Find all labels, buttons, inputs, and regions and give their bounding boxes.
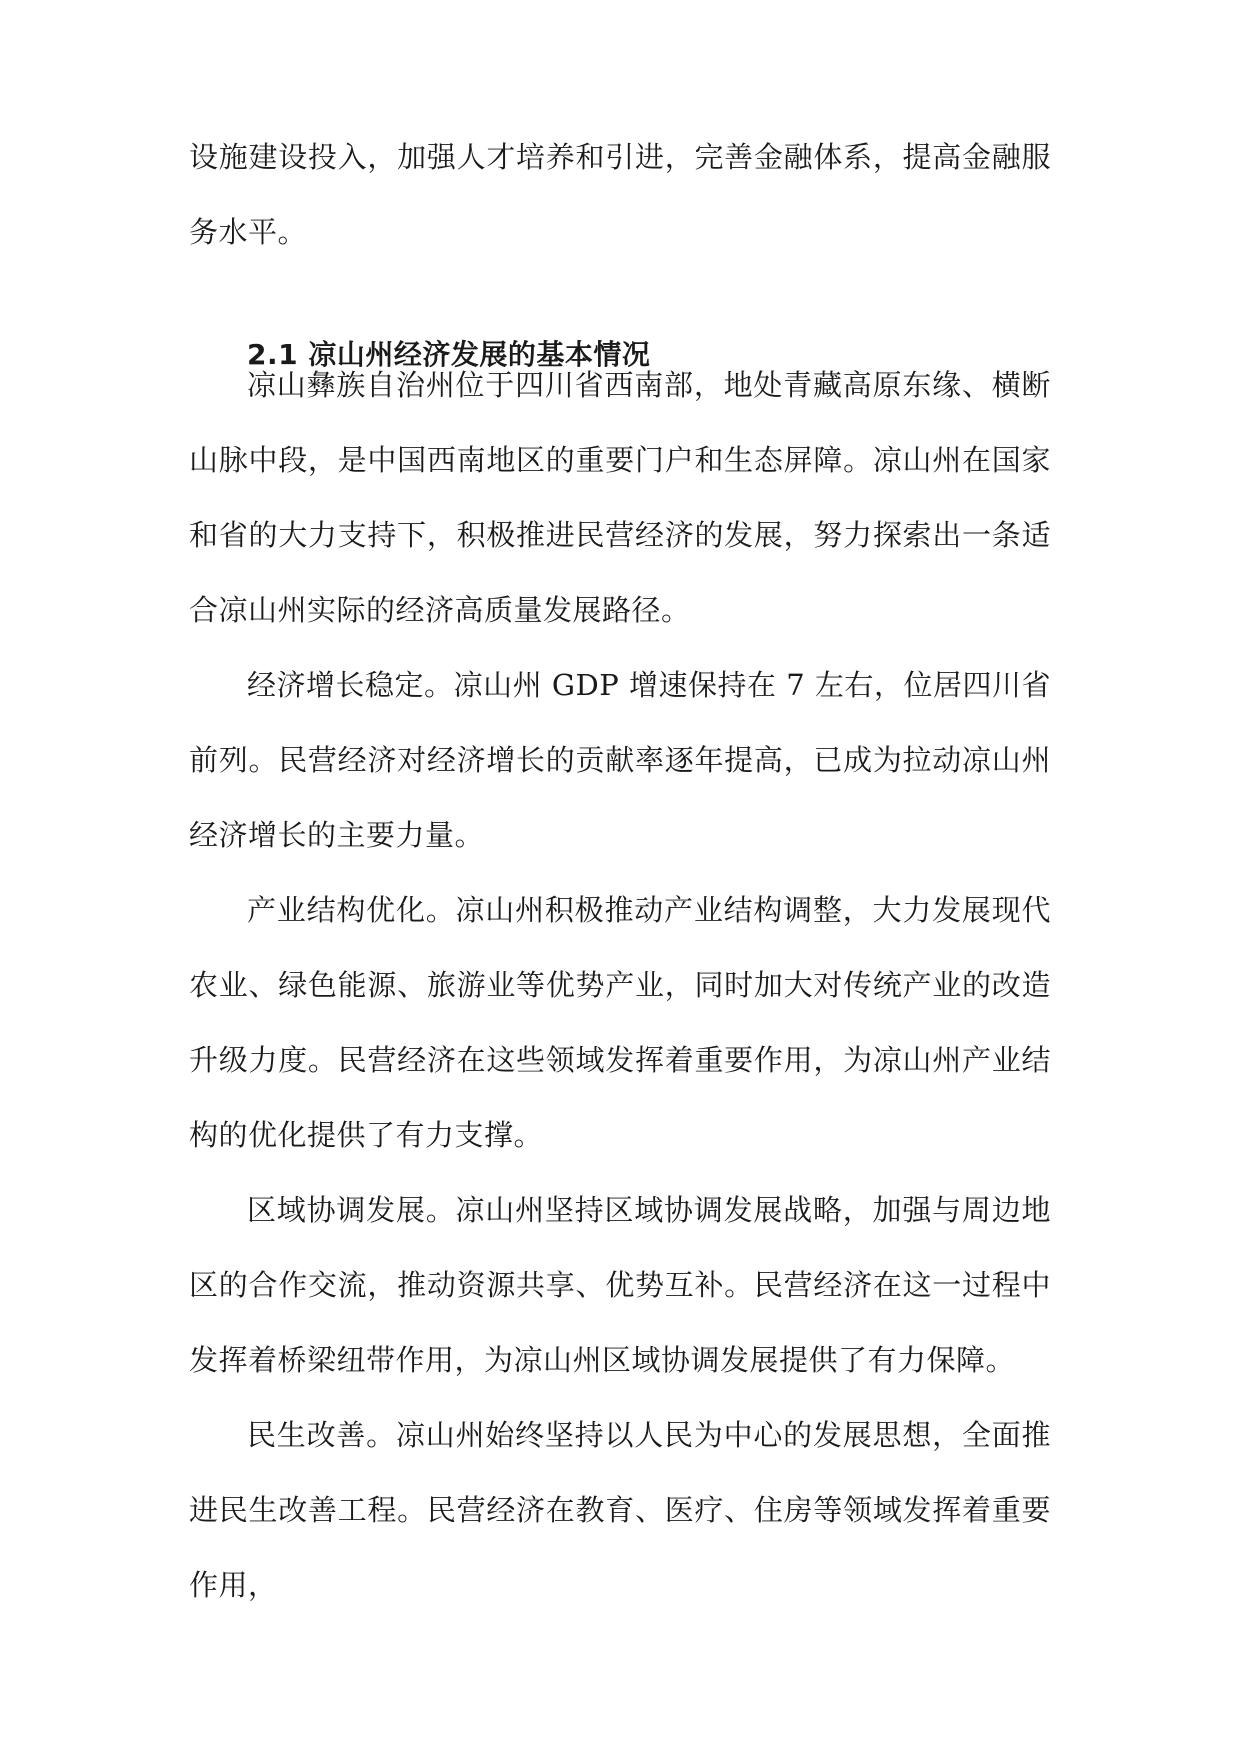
paragraph-livelihood: 民生改善。凉山州始终坚持以人民为中心的发展思想，全面推进民生改善工程。民营经济在教育、医疗、住房等领域发挥着重要作用， bbox=[189, 1418, 1051, 1602]
paragraph-industrial-structure: 产业结构优化。凉山州积极推动产业结构调整，大力发展现代农业、绿色能源、旅游业等优势产业，同时加大对传统产业的改造升级力度。民营经济在这些领域发挥着重要作用，为凉山州产业结构的优化提供了有力支撑。 bbox=[189, 893, 1051, 1152]
paragraph-regional-coordination: 区域协调发展。凉山州坚持区域协调发展战略，加强与周边地区的合作交流，推动资源共享、优势互补。民营经济在这一过程中发挥着桥梁纽带作用，为凉山州区域协调发展提供了有力保障。 bbox=[189, 1193, 1051, 1377]
paragraph-overview: 凉山彝族自治州位于四川省西南部，地处青藏高原东缘、横断山脉中段，是中国西南地区的重要门户和生态屏障。凉山州在国家和省的大力支持下，积极推进民营经济的发展，努力探索出一条适合凉山州实际的经济高质量发展路径。 bbox=[189, 368, 1051, 627]
paragraph-continuation: 设施建设投入，加强人才培养和引进，完善金融体系，提高金融服务水平。 bbox=[189, 140, 1051, 249]
paragraph-economic-growth: 经济增长稳定。凉山州 GDP 增速保持在 7 左右，位居四川省前列。民营经济对经济增长的贡献率逐年提高，已成为拉动凉山州经济增长的主要力量。 bbox=[189, 668, 1051, 852]
section-heading: 2.1 凉山州经济发展的基本情况 bbox=[247, 338, 651, 371]
